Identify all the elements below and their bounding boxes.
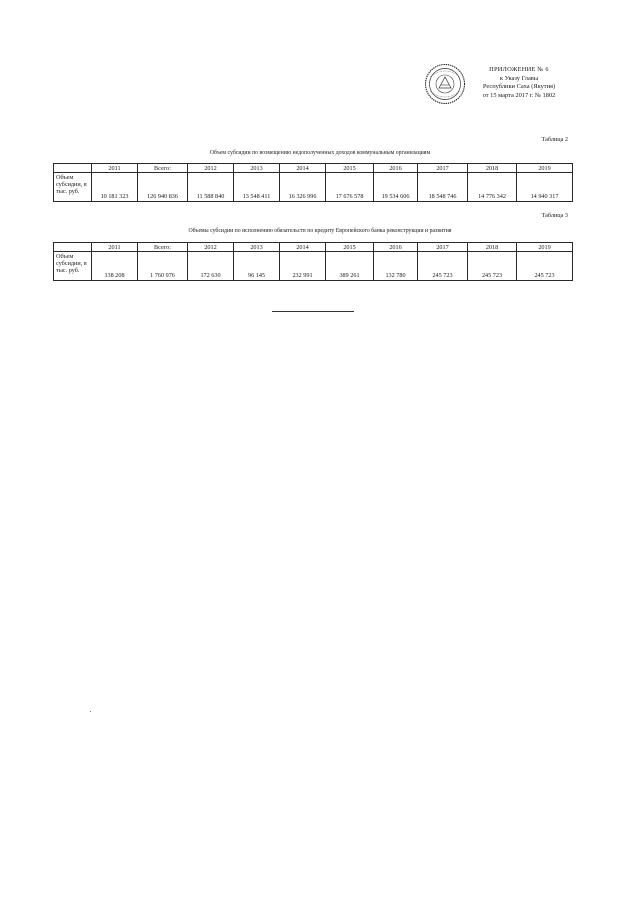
value-cell: 126 940 836: [138, 173, 188, 202]
header-cell: 2019: [517, 243, 573, 252]
value-cell: 245 723: [468, 252, 517, 281]
header-cell: 2016: [374, 164, 418, 173]
header-cell: 2019: [517, 164, 573, 173]
value-cell: 18 548 746: [418, 173, 468, 202]
header-cell-empty: [54, 243, 92, 252]
value-cell: 245 723: [517, 252, 573, 281]
header-cell: 2017: [418, 243, 468, 252]
appendix-header: [454, 66, 584, 100]
value-cell: 172 630: [188, 252, 234, 281]
value-cell: 389 261: [326, 252, 374, 281]
table-row: [54, 252, 573, 281]
value-cell: 11 588 840: [188, 173, 234, 202]
header-cell-empty: [54, 164, 92, 173]
table3: [53, 242, 573, 281]
value-cell: 17 676 578: [326, 173, 374, 202]
header-cell: 2017: [418, 164, 468, 173]
header-cell: 2013: [234, 243, 280, 252]
table2-number: Таблица 2: [541, 136, 568, 143]
table2: [53, 163, 573, 202]
header-cell: Всего:: [138, 164, 188, 173]
header-cell: 2018: [468, 243, 517, 252]
table3-caption: Объемы субсидии по исполнению обязательств по кредиту Европейского банка реконструкции и развития: [188, 228, 452, 234]
header-cell: 2011: [92, 164, 138, 173]
value-cell: 232 991: [280, 252, 326, 281]
scan-speck: [90, 711, 91, 712]
closing-divider-line: [272, 311, 354, 312]
appendix-line: от 15 марта 2017 г. № 1802: [482, 91, 556, 99]
row-label: Объем субсидии, в тыс. руб.: [54, 173, 92, 202]
header-cell: 2015: [326, 164, 374, 173]
header-cell: 2013: [234, 164, 280, 173]
value-cell: 14 776 342: [468, 173, 517, 202]
header-cell: 2014: [280, 243, 326, 252]
value-cell: 245 723: [418, 252, 468, 281]
value-cell: 132 780: [374, 252, 418, 281]
table-row: [54, 173, 573, 202]
header-cell: 2018: [468, 164, 517, 173]
table-header-row: [54, 164, 573, 173]
header-cell: 2015: [326, 243, 374, 252]
row-label: Объем субсидии, в тыс. руб.: [54, 252, 92, 281]
value-cell: 16 326 996: [280, 173, 326, 202]
header-cell: 2012: [188, 164, 234, 173]
value-cell: 96 145: [234, 252, 280, 281]
header-cell: Всего:: [138, 243, 188, 252]
value-cell: 19 534 606: [374, 173, 418, 202]
header-cell: 2012: [188, 243, 234, 252]
header-cell: 2016: [374, 243, 418, 252]
table3-number: Таблица 3: [541, 212, 568, 219]
table-header-row: [54, 243, 573, 252]
value-cell: 14 940 317: [517, 173, 573, 202]
header-cell: 2014: [280, 164, 326, 173]
table2-caption: Объем субсидии по возмещению недополученных доходов коммунальным организациям: [209, 150, 431, 156]
value-cell: 10 181 323: [92, 173, 138, 202]
value-cell: 1 760 976: [138, 252, 188, 281]
appendix-title: ПРИЛОЖЕНИЕ № 6: [489, 66, 549, 73]
header-cell: 2011: [92, 243, 138, 252]
appendix-line: к Указу Главы: [499, 74, 539, 82]
value-cell: 13 548 411: [234, 173, 280, 202]
value-cell: 138 208: [92, 252, 138, 281]
appendix-line: Республики Саха (Якутия): [482, 83, 556, 91]
